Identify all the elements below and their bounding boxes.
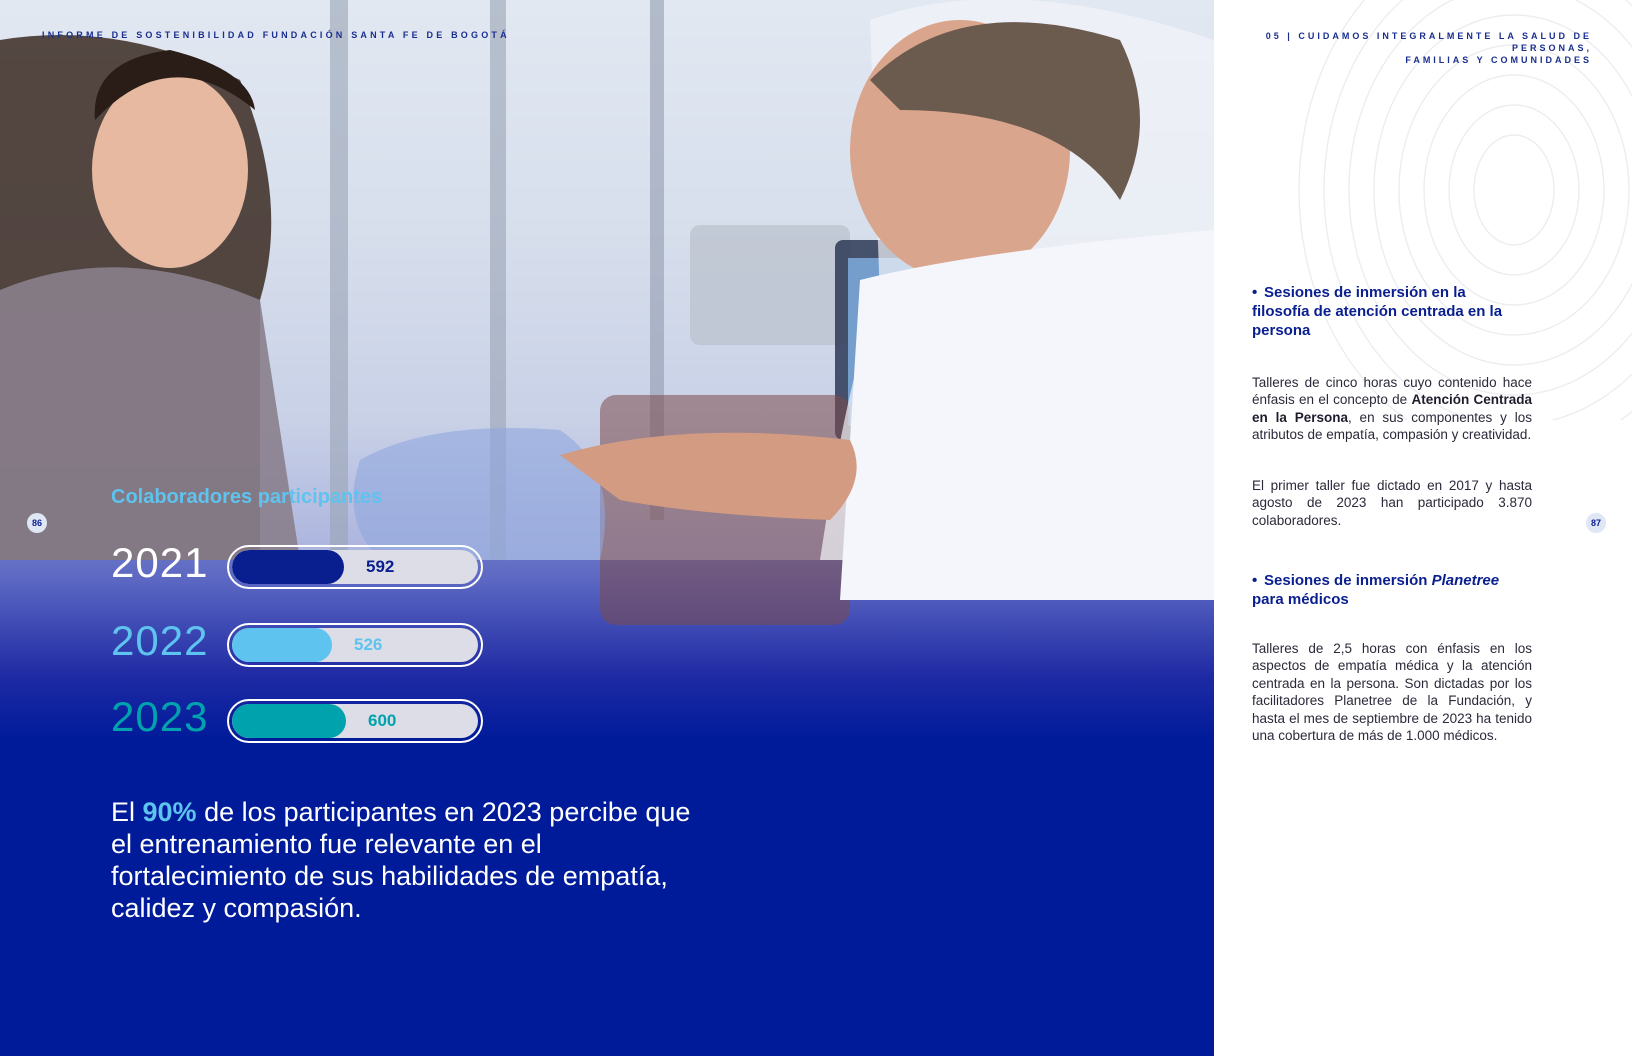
section-heading-2 xyxy=(1252,571,1522,609)
bar-fill-2023 xyxy=(232,704,346,738)
page-number-right: 87 xyxy=(1586,513,1606,533)
right-page xyxy=(1214,0,1632,1056)
page-number-left: 86 xyxy=(27,513,47,533)
heading-italic: Planetree xyxy=(1431,572,1500,589)
bar-value: 600 xyxy=(368,711,397,730)
section-heading-1-text: Sesiones de inmersión en la filosofía de atención centrada en la persona xyxy=(1252,284,1503,339)
quote-prefix: El xyxy=(111,797,143,827)
bar-value: 592 xyxy=(366,557,395,576)
chapter-title-line2: FAMILIAS Y COMUNIDADES xyxy=(1405,55,1592,65)
year-label: 2023 xyxy=(111,693,209,740)
chapter-title xyxy=(1214,30,1592,66)
section1-paragraph-2: El primer taller fue dictado en 2017 y hasta agosto de 2023 han participado 3.870 colaboradores. xyxy=(1252,478,1532,528)
para-text: , en sus componentes y los atributos de empatía, compasión y creatividad. xyxy=(1252,409,1532,443)
chart-title: Colaboradores participantes xyxy=(111,486,383,508)
bar-row-2021 xyxy=(111,539,491,591)
year-label: 2022 xyxy=(111,617,209,664)
bullet-icon: • xyxy=(1252,284,1258,301)
bar-track xyxy=(227,699,483,743)
bar-track xyxy=(227,545,483,589)
quote-rest: de los participantes en 2023 percibe que el entrenamiento fue relevante en el fortalecimiento de sus habilidades de empatía, calidez y compasión. xyxy=(111,797,691,923)
bullet-icon: • xyxy=(1252,572,1258,589)
bar-fill-2022 xyxy=(232,628,332,662)
para-text: Talleres de cinco horas cuyo contenido hace énfasis en el concepto de xyxy=(1252,375,1532,408)
para-bold: Atención Centrada en la Persona xyxy=(1252,392,1532,425)
bar-value: 526 xyxy=(354,635,383,654)
bar-row-2023 xyxy=(111,693,491,745)
quote-highlight: 90% xyxy=(142,797,197,827)
bar-track xyxy=(227,623,483,667)
section1-paragraph-1 xyxy=(1252,374,1532,444)
heading-text: Sesiones de inmersión xyxy=(1264,572,1432,589)
heading-text: para médicos xyxy=(1252,591,1349,608)
section2-paragraph: Talleres de 2,5 horas con énfasis en los aspectos de empatía médica y la atención centrada en la persona. Son dictadas por los facilitadores Planetree de la Fundación, y hasta el mes de septiembre de 2023 ha tenido una cobertura de más de 1.000 médicos. xyxy=(1252,641,1532,744)
report-title: INFORME DE SOSTENIBILIDAD FUNDACIÓN SANTA FE DE BOGOTÁ xyxy=(42,30,510,40)
year-label: 2021 xyxy=(111,539,209,586)
chapter-title-line1: 05 | CUIDAMOS INTEGRALMENTE LA SALUD DE PERSONAS, xyxy=(1265,31,1592,53)
highlight-quote xyxy=(111,796,691,924)
bar-fill-2021 xyxy=(232,550,344,584)
section-heading-1 xyxy=(1252,283,1522,340)
bar-row-2022 xyxy=(111,617,491,669)
